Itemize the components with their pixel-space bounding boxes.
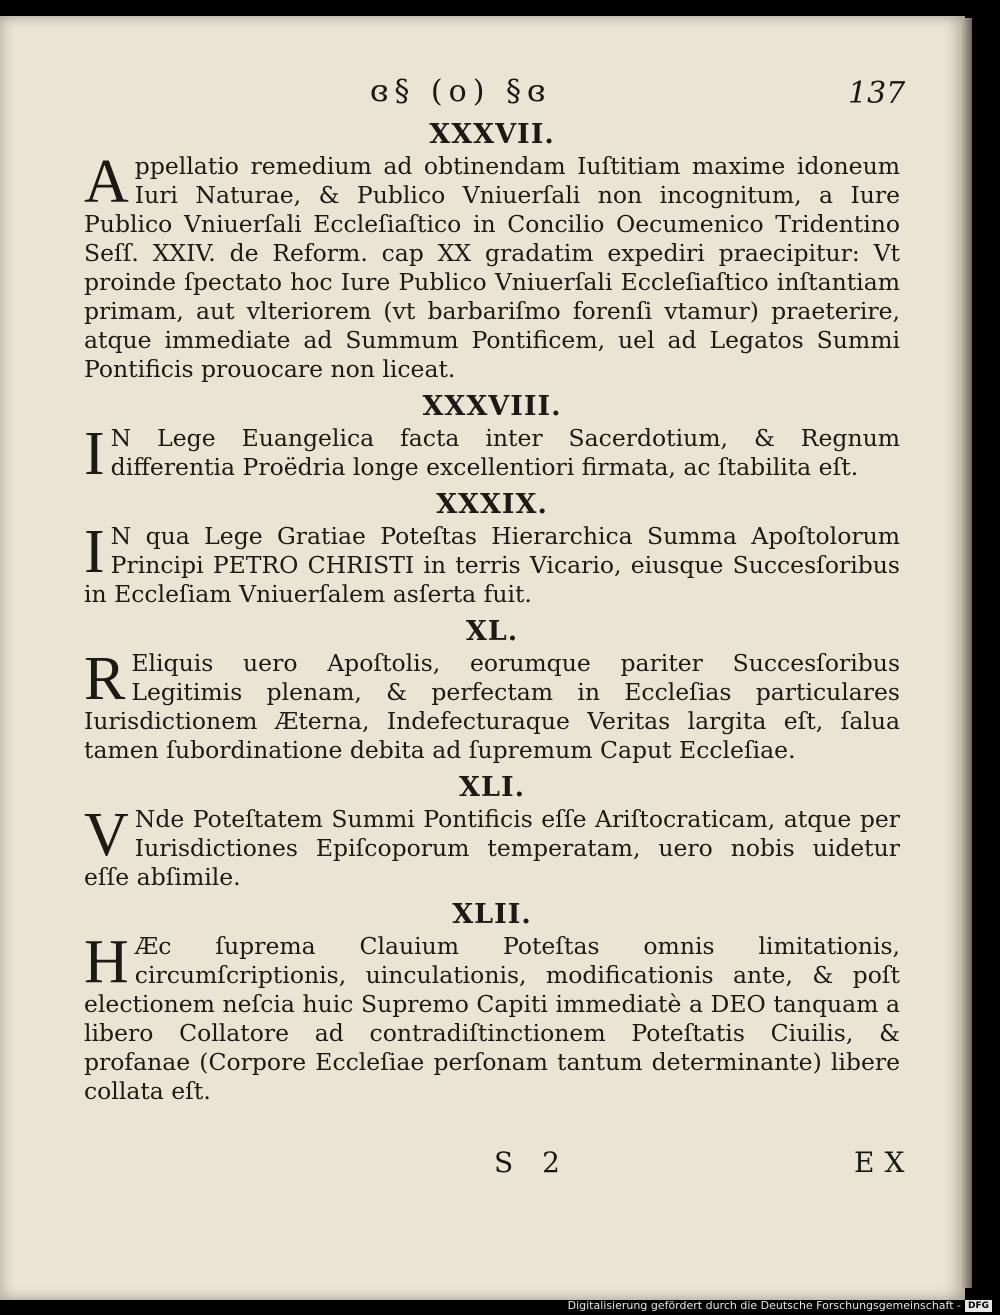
running-header <box>0 74 965 118</box>
dfg-logo-icon: DFG <box>965 1300 992 1312</box>
drop-cap: R <box>84 645 126 713</box>
paragraph-text: N Lege Euangelica facta inter Sacerdotium, & Regnum differentia Proëdria longe excellentiori firmata, ac ſtabilita eſt. <box>110 424 900 481</box>
section-heading: XXXIX. <box>436 489 548 520</box>
page-content <box>84 118 900 1112</box>
drop-cap: I <box>84 420 105 488</box>
paragraph-text: Æc ſuprema Clauium Poteſtas omnis limitationis, circumſcriptionis, uinculationis, modificationis ante, & poſt electionem neſcia huic Supremo Capiti immediatè a DEO tanquam a libero Collatore ad contradiſtinctionem Poteſtatis Ciuilis, & profanae (Corpore Eccleſiae perſonam tantum determinante) libere collata eſt. <box>84 932 900 1105</box>
section-paragraph <box>84 420 900 488</box>
section-paragraph <box>84 801 900 892</box>
section-paragraph <box>84 518 900 609</box>
digitization-credit <box>568 1299 992 1312</box>
section-heading: XXXVIII. <box>422 391 562 422</box>
section-paragraph <box>84 148 900 384</box>
credit-text: Digitalisierung gefördert durch die Deutsche Forschungsgemeinschaft - <box>567 1299 961 1312</box>
section-heading: XL. <box>465 616 519 647</box>
section-paragraph <box>84 928 900 1106</box>
paragraph-text: Eliquis uero Apoſtolis, eorumque pariter Succesſoribus Legitimis plenam, & perfectam in Eccleſias particulares Iurisdictionem Æterna, Indefecturaque Veritas largita eſt, ſalua tamen ſubordinatione debita ad ſupremum Caput Eccleſiae. <box>84 649 900 764</box>
paragraph-text: ppellatio remedium ad obtinendam Iuſtitiam maxime idoneum Iuri Naturae, & Publico Vniuerſali non incognitum, a Iure Publico Vniuerſali Eccleſiaſtico in Concilio Oecumenico Tridentino Seſſ. XXIV. de Reform. cap XX gradatim expediri praecipitur: Vt proinde ſpectato hoc Iure Publico Vniuerſali Eccleſiaſtico inſtantiam primam, aut vlteriorem (vt barbariſmo forenſi vtamur) praeterire, atque immediate ad Summum Pontificem, uel ad Legatos Summi Pontificis prouocare non liceat. <box>84 152 900 383</box>
header-ornament: ɞ§ (o) §ɞ <box>370 74 552 109</box>
paragraph-text: N qua Lege Gratiae Poteſtas Hierarchica Summa Apoſtolorum Principi PETRO CHRISTI in terris Vicario, eiusque Succesſoribus in Eccleſiam Vniuerſalem asſerta fuit. <box>84 522 900 608</box>
section-heading: XLI. <box>459 772 525 803</box>
section-heading: XXXVII. <box>429 119 555 150</box>
drop-cap: A <box>84 148 129 216</box>
paragraph-text: Nde Poteſtatem Summi Pontificis eſſe Ariſtocraticam, atque per Iurisdictiones Epiſcoporum temperatam, uero nobis uidetur eſſe abſimile. <box>84 805 900 891</box>
drop-cap: H <box>84 928 129 996</box>
page-number: 137 <box>848 76 906 111</box>
catchword: EX <box>854 1146 915 1179</box>
drop-cap: V <box>84 801 129 869</box>
page-footer <box>0 1146 965 1186</box>
drop-cap: I <box>84 518 105 586</box>
section-heading: XLII. <box>452 899 532 930</box>
signature-mark: S 2 <box>494 1146 570 1179</box>
page-edge <box>962 18 972 1288</box>
section-paragraph <box>84 645 900 765</box>
